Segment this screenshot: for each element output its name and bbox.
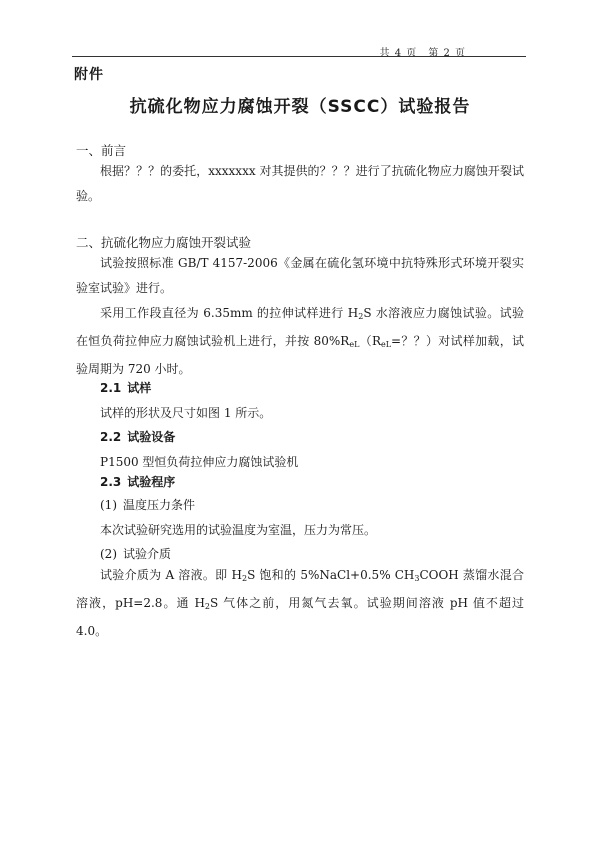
- item-label: 温度压力条件: [123, 498, 196, 512]
- subsection-title: 试验程序: [127, 475, 176, 489]
- subsection-2-3-heading: [100, 473, 175, 490]
- subsection-title: 试验设备: [127, 430, 176, 444]
- item-label: 试验介质: [123, 547, 172, 561]
- method-text-2: S 水溶液应力腐蚀试验。试验在恒负荷拉伸应力腐蚀试验机上进行，并按 80%R: [76, 306, 524, 348]
- section-1-heading: 一、前言: [76, 143, 127, 158]
- chem-subscript: 2: [241, 574, 248, 583]
- annex-label: 附件: [74, 67, 104, 83]
- chem-subscript: 2: [204, 602, 211, 611]
- subsection-number: 2.3: [100, 475, 122, 489]
- chem-subscript: 3: [414, 574, 420, 583]
- subsection-title: 试样: [127, 381, 152, 395]
- method-text-1: 采用工作段直径为 6.35mm 的拉伸试样进行 H: [100, 306, 359, 320]
- subsection-number: 2.2: [100, 430, 122, 444]
- section-2-paragraph-method: [76, 301, 524, 382]
- section-2-paragraph-standard: 试验按照标准 GB/T 4157-2006《金属在硫化氢环境中抗特殊形式环境开裂实验室试验》进行。: [76, 256, 524, 295]
- temperature-text: 本次试验研究选用的试验温度为室温，压力为常压。: [100, 523, 377, 537]
- specimen-text: 试样的形状及尺寸如图 1 所示。: [100, 406, 272, 420]
- medium-text-4: S 气体之前，用氮气去氧。试验期间溶液 pH 值不超过 4.0。: [76, 596, 524, 638]
- rel-subscript: eL: [349, 340, 360, 349]
- subsection-2-1-heading: [100, 379, 151, 396]
- section-1-paragraph: 根据？？？的委托，xxxxxxx 对其提供的？？？进行了抗硫化物应力腐蚀开裂试验。: [76, 164, 524, 203]
- method-text-3: （R: [359, 334, 381, 348]
- item-number: (2): [100, 547, 117, 561]
- subsection-2-2-heading: [100, 428, 175, 445]
- header-divider: [72, 56, 526, 57]
- equipment-text: P1500 型恒负荷拉伸应力腐蚀试验机: [100, 455, 299, 469]
- section-2-heading: 二、抗硫化物应力腐蚀开裂试验: [76, 235, 252, 250]
- report-title: 抗硫化物应力腐蚀开裂（SSCC）试验报告: [129, 97, 471, 117]
- rel-subscript: eL: [381, 340, 392, 349]
- procedure-item-2: [100, 545, 171, 562]
- item-number: (1): [100, 498, 117, 512]
- medium-text-3: COOH 蒸馏水混合溶液，pH=2.8。通 H: [76, 568, 524, 610]
- method-text-4: =？？）对试样加载，试验周期为 720 小时。: [76, 334, 524, 376]
- h2s-subscript: 2: [358, 312, 364, 321]
- subsection-number: 2.1: [100, 381, 122, 395]
- medium-text-1: 试验介质为 A 溶液。即 H: [100, 568, 242, 582]
- procedure-item-1: [100, 496, 195, 513]
- page-number-header: 共 4 页 第 2 页: [379, 48, 466, 59]
- medium-text-2: S 饱和的 5%NaCl+0.5% CH: [247, 568, 415, 582]
- medium-paragraph: [76, 563, 524, 644]
